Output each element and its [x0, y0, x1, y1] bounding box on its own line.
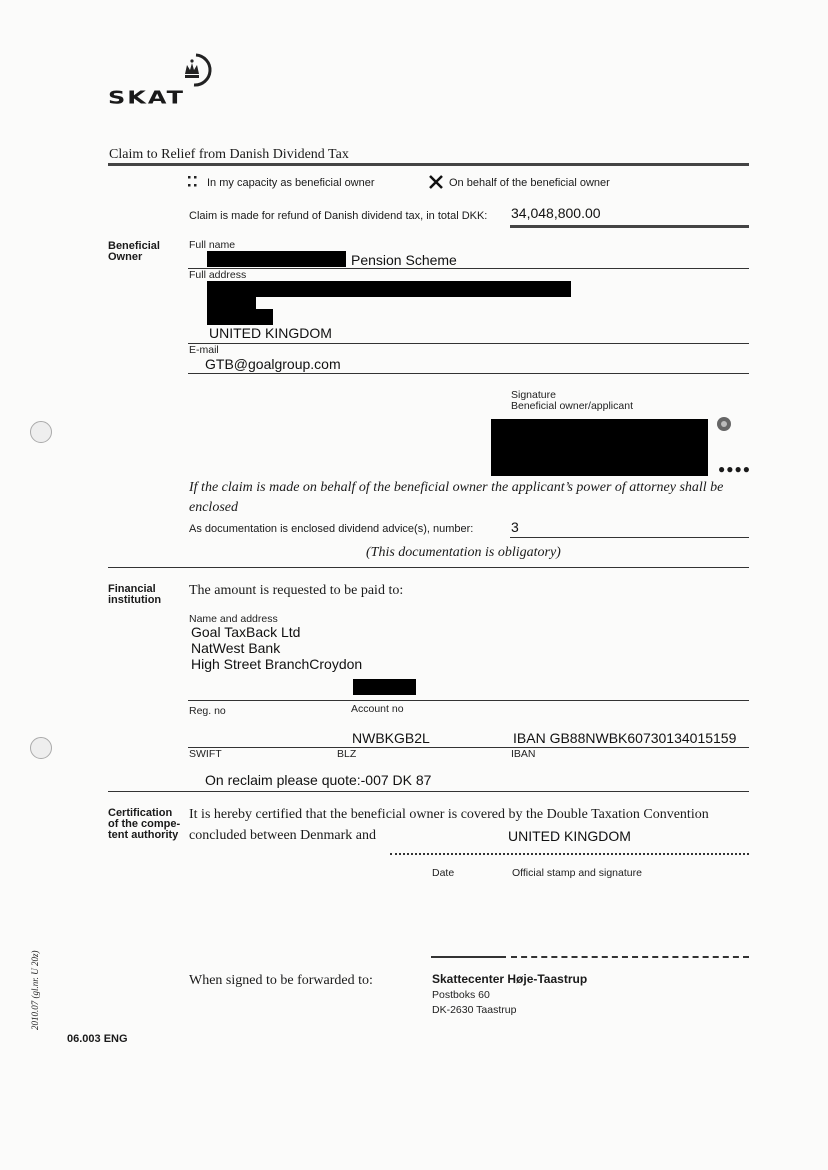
- forward-org: Skattecenter Høje-Taastrup: [432, 972, 588, 986]
- email-rule: [188, 373, 749, 374]
- stamp-mark-icon: [715, 414, 735, 439]
- address-country[interactable]: UNITED KINGDOM: [209, 325, 332, 341]
- documentation-rule: [510, 537, 749, 538]
- name-address-label: Name and address: [189, 613, 278, 625]
- section-label-financial: [108, 584, 168, 606]
- option-on-behalf-label: On behalf of the beneficial owner: [449, 177, 610, 189]
- blz-label: BLZ: [337, 748, 357, 760]
- punch-hole-bottom: [30, 737, 52, 759]
- documentation-label: As documentation is enclosed dividend advice(s), number:: [189, 523, 474, 535]
- title-rule: [108, 163, 749, 166]
- full-name-label: Full name: [189, 239, 236, 251]
- redacted-bank-detail: [353, 679, 416, 695]
- redacted-address-line1: [207, 281, 571, 297]
- email-value[interactable]: GTB@goalgroup.com: [205, 356, 341, 372]
- swift-rule: [188, 747, 749, 748]
- option-beneficial-owner-label: In my capacity as beneficial owner: [207, 177, 375, 189]
- section-divider-1: [108, 567, 749, 568]
- punch-hole-top: [30, 421, 52, 443]
- swift-label: SWIFT: [189, 748, 222, 760]
- claim-amount-value[interactable]: 34,048,800.00: [511, 205, 601, 221]
- full-name-value[interactable]: Pension Scheme: [351, 252, 457, 268]
- full-address-label: Full address: [189, 269, 247, 281]
- certification-country[interactable]: UNITED KINGDOM: [508, 828, 631, 844]
- forward-label: When signed to be forwarded to:: [189, 973, 373, 988]
- forward-dashed-rule: [511, 956, 749, 958]
- section-label-certification: [108, 808, 184, 841]
- claim-amount-label: Claim is made for refund of Danish dividend tax, in total DKK:: [189, 210, 488, 222]
- claim-amount-rule: [510, 225, 749, 228]
- swift-value[interactable]: NWBKGB2L: [352, 730, 430, 746]
- signature-dots-icon: ●●●●: [718, 462, 751, 476]
- redacted-name: [207, 251, 346, 267]
- side-form-code: 2010.07 (gl.nr. U 20z): [30, 950, 40, 1030]
- form-title: Claim to Relief from Danish Dividend Tax: [109, 147, 349, 162]
- forward-solid-rule: [431, 956, 506, 958]
- skat-logo-text: SKAT: [108, 87, 185, 108]
- stamp-label: Official stamp and signature: [512, 867, 642, 879]
- iban-label: IBAN: [511, 748, 536, 760]
- address-rule: [188, 343, 749, 344]
- redacted-address-line3: [207, 309, 273, 325]
- account-no-label: Account no: [351, 703, 404, 715]
- redacted-signature: [491, 419, 708, 476]
- email-label: E-mail: [189, 344, 219, 356]
- documentation-number[interactable]: 3: [511, 519, 519, 535]
- financial-intro: The amount is requested to be paid to:: [189, 583, 404, 598]
- section-divider-2: [108, 791, 749, 792]
- checkbox-beneficial-owner[interactable]: [188, 175, 198, 187]
- certification-text-line1: It is hereby certified that the beneficial owner is covered by the Double Taxation Convention: [189, 807, 709, 822]
- reclaim-quote[interactable]: On reclaim please quote:-007 DK 87: [205, 772, 432, 788]
- bank-line-2[interactable]: NatWest Bank: [191, 640, 281, 656]
- date-label: Date: [432, 867, 455, 879]
- form-code: 06.003 ENG: [67, 1033, 128, 1045]
- reg-no-label: Reg. no: [189, 705, 226, 717]
- iban-value[interactable]: IBAN GB88NWBK60730134015159: [513, 730, 737, 746]
- forward-address-2: DK-2630 Taastrup: [432, 1004, 517, 1016]
- certification-text-line2: concluded between Denmark and: [189, 828, 376, 843]
- signature-label: Signature: [511, 389, 556, 401]
- checkbox-on-behalf-checked[interactable]: [428, 174, 444, 190]
- bank-line-1[interactable]: Goal TaxBack Ltd: [191, 624, 301, 640]
- redacted-address-line2: [207, 297, 256, 309]
- documentation-obligatory-note: (This documentation is obligatory): [366, 545, 561, 560]
- section-label-beneficial-owner: [108, 241, 178, 263]
- section-label-financial-text: Financial institution: [108, 583, 162, 606]
- signature-sublabel: Beneficial owner/applicant: [511, 400, 633, 412]
- power-of-attorney-note: If the claim is made on behalf of the beneficial owner the applicant’s power of attorney shall be enclosed: [189, 480, 724, 515]
- bank-rule: [188, 700, 749, 701]
- section-label-certification-text: Certification of the compe- tent authority: [108, 807, 181, 841]
- forward-address-1: Postboks 60: [432, 989, 490, 1001]
- certification-dotted-rule: [390, 853, 749, 855]
- section-label-beneficial-owner-text: Beneficial Owner: [108, 240, 160, 263]
- bank-line-3[interactable]: High Street BranchCroydon: [191, 656, 363, 672]
- full-name-rule: [188, 268, 749, 269]
